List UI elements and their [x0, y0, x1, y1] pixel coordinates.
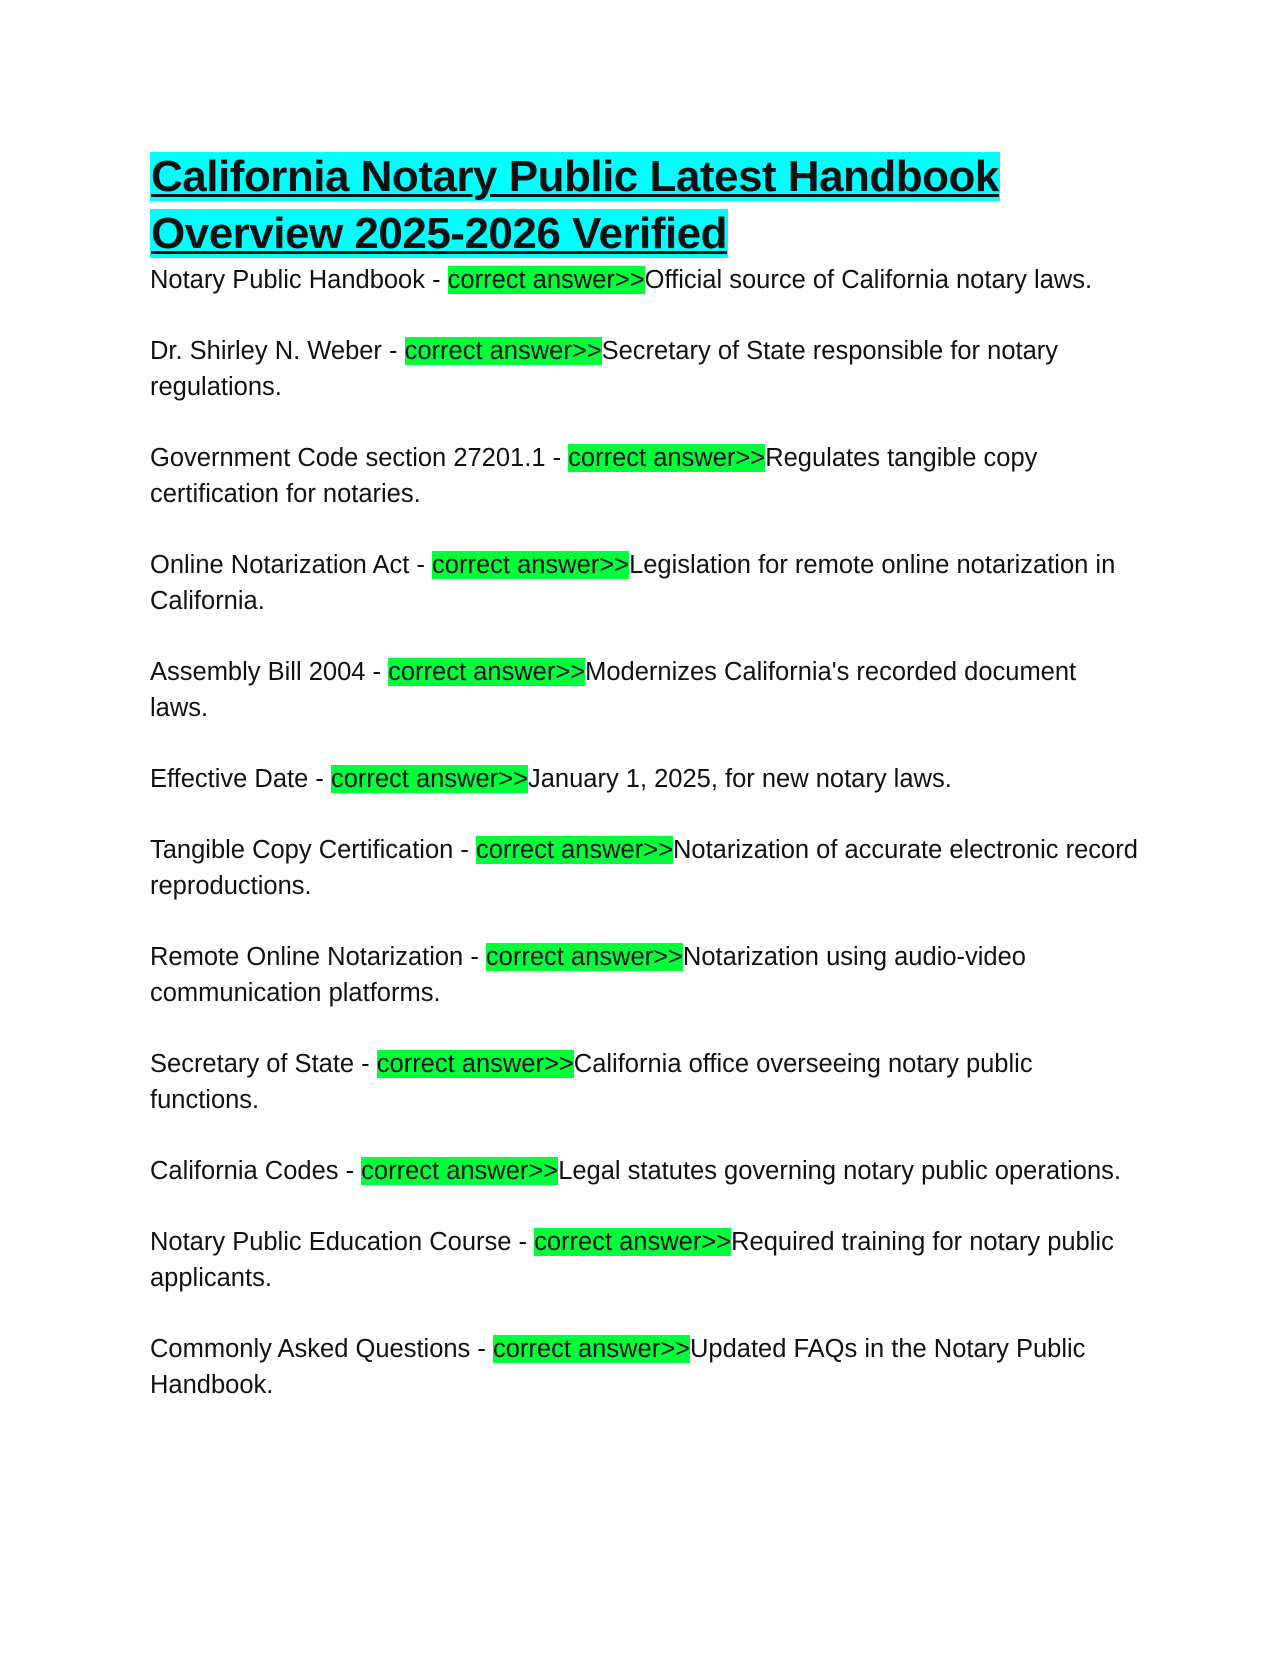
qa-entry	[150, 333, 1140, 405]
entry-definition: Notarization using audio-video communication platforms.	[150, 943, 1026, 1007]
answer-marker: correct answer>>	[492, 1335, 690, 1363]
entry-definition: Notarization of accurate electronic record reproductions.	[150, 836, 1138, 900]
entry-definition: Updated FAQs in the Notary Public Handbook.	[150, 1335, 1086, 1399]
entry-definition: January 1, 2025, for new notary laws.	[527, 765, 952, 793]
entry-term: Effective Date -	[150, 765, 331, 793]
qa-entry	[150, 1046, 1140, 1118]
qa-entry	[150, 1331, 1140, 1403]
entry-term: Assembly Bill 2004 -	[150, 658, 389, 686]
answer-marker: correct answer>>	[388, 658, 586, 686]
answer-marker: correct answer>>	[404, 337, 602, 365]
answer-marker: correct answer>>	[432, 551, 630, 579]
entry-term: Dr. Shirley N. Weber -	[150, 337, 405, 365]
entry-term: Government Code section 27201.1 -	[150, 444, 569, 472]
qa-entry-list	[150, 262, 1140, 1403]
entry-term: Notary Public Education Course -	[150, 1228, 535, 1256]
answer-marker: correct answer>>	[330, 765, 528, 793]
entry-definition: Modernizes California's recorded document laws.	[150, 658, 1077, 722]
qa-entry	[150, 547, 1140, 619]
entry-definition: Required training for notary public applicants.	[150, 1228, 1114, 1292]
document-title-text: California Notary Public Latest Handbook Overview 2025-2026 Verified	[151, 152, 999, 258]
entry-definition: Regulates tangible copy certification for notaries.	[150, 444, 1038, 508]
answer-marker: correct answer>>	[376, 1050, 574, 1078]
qa-entry	[150, 761, 1140, 797]
document-title	[150, 148, 1140, 262]
entry-definition: Legislation for remote online notarization in California.	[150, 551, 1116, 615]
answer-marker: correct answer>>	[447, 266, 645, 294]
entry-definition: Official source of California notary laws.	[644, 266, 1093, 294]
qa-entry	[150, 832, 1140, 904]
entry-term: Commonly Asked Questions -	[150, 1335, 493, 1363]
qa-entry	[150, 654, 1140, 726]
answer-marker: correct answer>>	[361, 1157, 559, 1185]
answer-marker: correct answer>>	[534, 1228, 732, 1256]
qa-entry	[150, 1153, 1140, 1189]
entry-term: Remote Online Notarization -	[150, 943, 486, 971]
entry-term: Secretary of State -	[150, 1050, 377, 1078]
qa-entry	[150, 262, 1140, 298]
entry-term: Notary Public Handbook -	[150, 266, 448, 294]
answer-marker: correct answer>>	[475, 836, 673, 864]
answer-marker: correct answer>>	[485, 943, 683, 971]
answer-marker: correct answer>>	[568, 444, 766, 472]
entry-definition: Secretary of State responsible for notary regulations.	[150, 337, 1059, 401]
entry-definition: California office overseeing notary public functions.	[150, 1050, 1033, 1114]
qa-entry	[150, 939, 1140, 1011]
qa-entry	[150, 440, 1140, 512]
entry-definition: Legal statutes governing notary public operations.	[558, 1157, 1121, 1185]
qa-entry	[150, 1224, 1140, 1296]
entry-term: California Codes -	[150, 1157, 362, 1185]
entry-term: Online Notarization Act -	[150, 551, 433, 579]
document-page	[150, 148, 1140, 1438]
entry-term: Tangible Copy Certification -	[150, 836, 476, 864]
